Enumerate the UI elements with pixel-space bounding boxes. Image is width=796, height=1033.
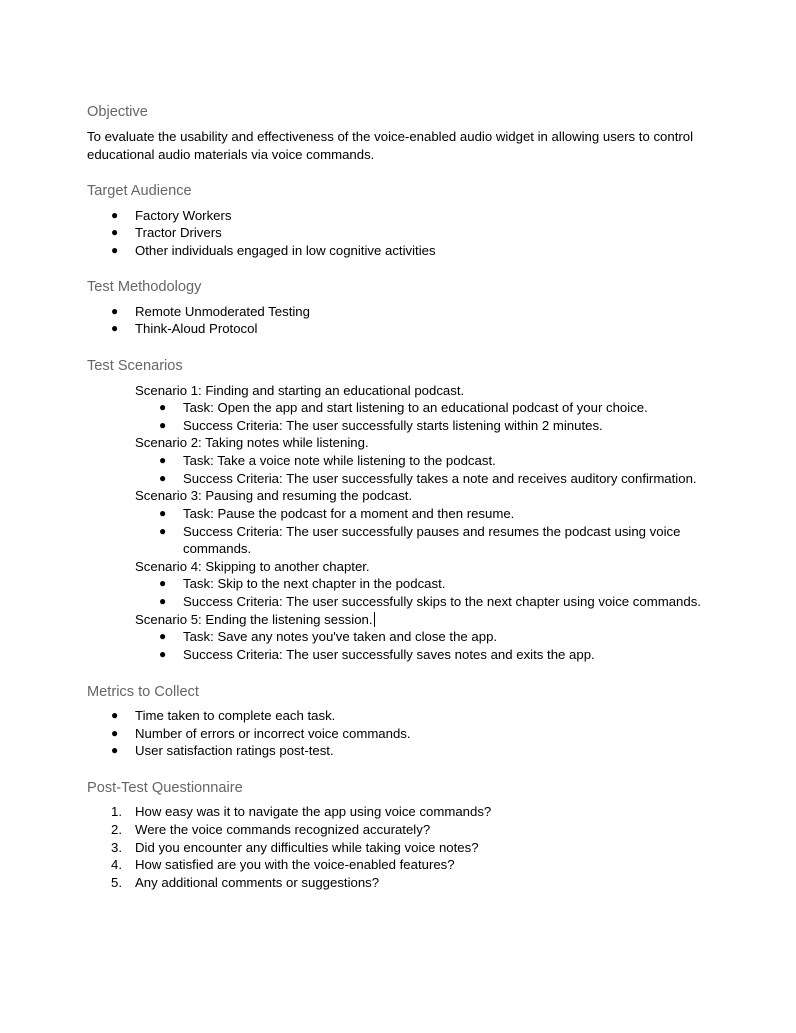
bullet: ● xyxy=(111,225,119,239)
bullet: ● xyxy=(111,304,119,318)
bullet: ● xyxy=(111,708,119,722)
metrics-item-2: Number of errors or incorrect voice commands. xyxy=(135,726,411,741)
heading-metrics: Metrics to Collect xyxy=(87,684,199,700)
objective-line-2: educational audio materials via voice commands. xyxy=(87,147,375,162)
heading-test-scenarios: Test Scenarios xyxy=(87,358,183,374)
methodology-item-2: Think-Aloud Protocol xyxy=(135,321,258,336)
list-number: 2. xyxy=(111,822,122,837)
text-cursor xyxy=(374,612,376,627)
scenario-2-task: Task: Take a voice note while listening to the podcast. xyxy=(183,453,496,468)
bullet: ● xyxy=(159,594,167,608)
bullet: ● xyxy=(159,524,167,538)
heading-test-methodology: Test Methodology xyxy=(87,279,202,295)
question-1: How easy was it to navigate the app using voice commands? xyxy=(135,804,492,819)
question-4: How satisfied are you with the voice-enabled features? xyxy=(135,857,455,872)
audience-item-3: Other individuals engaged in low cognitive activities xyxy=(135,243,436,258)
scenario-2-criteria: Success Criteria: The user successfully takes a note and receives auditory confirmation. xyxy=(183,471,697,486)
objective-line-1: To evaluate the usability and effectiveness of the voice-enabled audio widget in allowing users to control xyxy=(87,129,694,144)
bullet: ● xyxy=(111,243,119,257)
scenario-4-task: Task: Skip to the next chapter in the podcast. xyxy=(183,576,446,591)
list-number: 4. xyxy=(111,857,122,872)
bullet: ● xyxy=(111,321,119,335)
question-2: Were the voice commands recognized accurately? xyxy=(135,822,431,837)
question-3: Did you encounter any difficulties while taking voice notes? xyxy=(135,840,479,855)
bullet: ● xyxy=(159,400,167,414)
scenario-5-title: Scenario 5: Ending the listening session. xyxy=(135,612,373,627)
bullet: ● xyxy=(111,743,119,757)
audience-item-2: Tractor Drivers xyxy=(135,225,222,240)
heading-objective: Objective xyxy=(87,104,148,120)
scenario-1-criteria: Success Criteria: The user successfully starts listening within 2 minutes. xyxy=(183,418,603,433)
bullet: ● xyxy=(159,647,167,661)
methodology-item-1: Remote Unmoderated Testing xyxy=(135,304,310,319)
metrics-item-1: Time taken to complete each task. xyxy=(135,708,336,723)
bullet: ● xyxy=(159,453,167,467)
scenario-1-title: Scenario 1: Finding and starting an educational podcast. xyxy=(135,383,465,398)
bullet: ● xyxy=(159,418,167,432)
scenario-2-title: Scenario 2: Taking notes while listening. xyxy=(135,435,369,450)
metrics-item-3: User satisfaction ratings post-test. xyxy=(135,743,334,758)
question-5: Any additional comments or suggestions? xyxy=(135,875,380,890)
scenario-5-title-row xyxy=(135,611,375,628)
heading-questionnaire: Post-Test Questionnaire xyxy=(87,780,243,796)
list-number: 3. xyxy=(111,840,122,855)
scenario-1-task: Task: Open the app and start listening to an educational podcast of your choice. xyxy=(183,400,648,415)
scenario-3-criteria-line-1: Success Criteria: The user successfully pauses and resumes the podcast using voice xyxy=(183,524,681,539)
heading-target-audience: Target Audience xyxy=(87,183,192,199)
scenario-3-task: Task: Pause the podcast for a moment and then resume. xyxy=(183,506,515,521)
bullet: ● xyxy=(159,576,167,590)
bullet: ● xyxy=(159,506,167,520)
list-number: 5. xyxy=(111,875,122,890)
scenario-4-title: Scenario 4: Skipping to another chapter. xyxy=(135,559,370,574)
scenario-4-criteria: Success Criteria: The user successfully skips to the next chapter using voice commands. xyxy=(183,594,701,609)
bullet: ● xyxy=(111,208,119,222)
bullet: ● xyxy=(159,629,167,643)
bullet: ● xyxy=(159,471,167,485)
audience-item-1: Factory Workers xyxy=(135,208,232,223)
scenario-5-criteria: Success Criteria: The user successfully saves notes and exits the app. xyxy=(183,647,595,662)
bullet: ● xyxy=(111,726,119,740)
scenario-3-criteria-line-2: commands. xyxy=(183,541,252,556)
scenario-3-title: Scenario 3: Pausing and resuming the podcast. xyxy=(135,488,413,503)
list-number: 1. xyxy=(111,804,122,819)
scenario-5-task: Task: Save any notes you've taken and close the app. xyxy=(183,629,498,644)
